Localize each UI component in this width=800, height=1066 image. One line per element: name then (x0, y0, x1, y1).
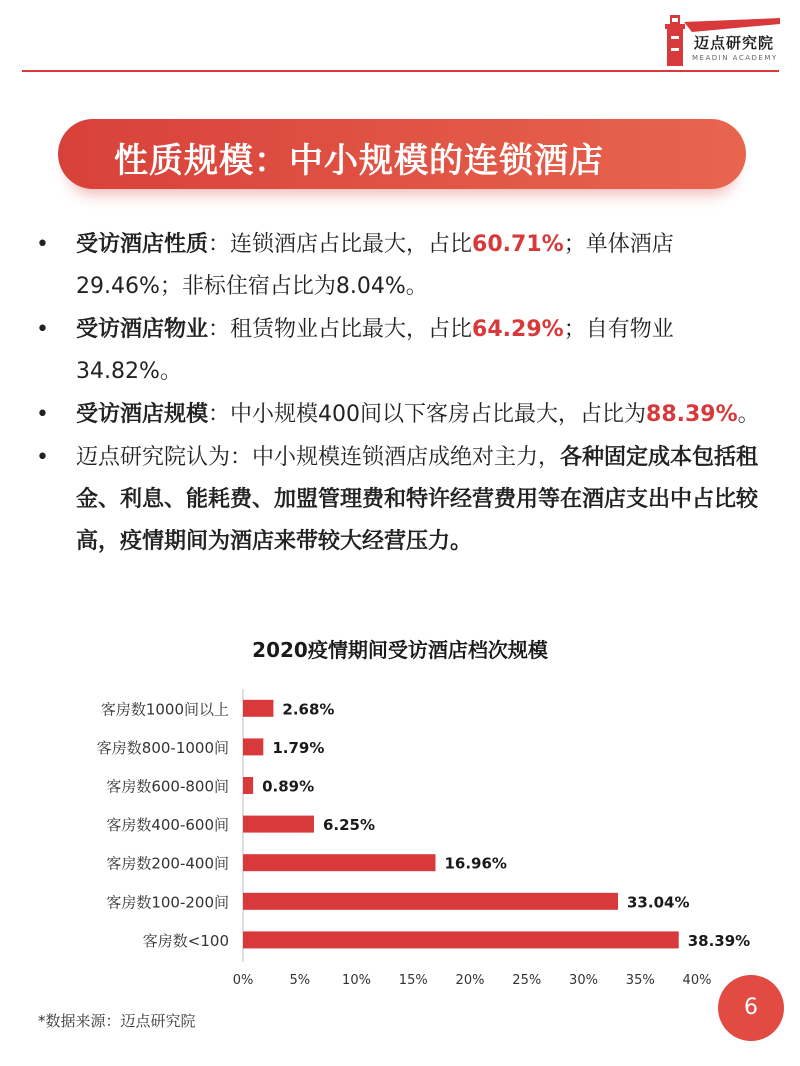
bullet-label: 受访酒店规模 (76, 402, 209, 427)
bullet-text: 租赁物业占比最大，占比 (230, 317, 473, 342)
bullet-highlight: 60.71% (472, 232, 564, 257)
category-label: 客房数400-600间 (106, 816, 229, 835)
data-label: 38.39% (687, 931, 751, 950)
bullet-text: ；单体酒店29.46%；非标住宿占比为8.04%。 (76, 232, 674, 299)
bar (243, 854, 435, 871)
bullet-separator: ： (208, 402, 231, 427)
bullet-bold-text: 各种固定成本包括租金、利息、能耗费、加盟管理费和特许经营费用等在酒店支出中占比较高，疫情期间为酒店来带较大经营压力。 (76, 445, 759, 554)
bullet-text: 连锁酒店占比最大，占比 (230, 232, 473, 257)
bar (243, 893, 618, 910)
x-tick-label: 25% (512, 973, 542, 988)
data-label: 16.96% (444, 854, 507, 873)
data-label: 33.04% (627, 893, 690, 912)
logo-text: 迈点研究院 (694, 34, 775, 52)
bullet-text: 中小规模400间以下客房占比最大，占比为 (230, 402, 647, 427)
page-title: 性质规模：中小规模的连锁酒店 (114, 141, 604, 181)
bullet-separator: ： (208, 232, 231, 257)
bar (243, 700, 273, 717)
x-tick-label: 30% (569, 973, 598, 988)
x-tick-label: 10% (342, 973, 371, 988)
data-label: 2.68% (282, 700, 335, 719)
x-tick-label: 40% (682, 973, 712, 988)
x-tick-label: 5% (289, 973, 311, 988)
bar (243, 738, 263, 755)
bullet-dot: • (36, 232, 49, 257)
data-label: 0.89% (262, 777, 315, 796)
data-label: 1.79% (272, 738, 325, 757)
bullet-highlight: 64.29% (472, 317, 564, 342)
bullet-label: 受访酒店性质 (76, 232, 209, 257)
data-label: 6.25% (322, 816, 375, 835)
x-tick-label: 15% (398, 973, 428, 988)
page-number: 6 (744, 995, 758, 1020)
category-label: 客房数800-1000间 (96, 738, 229, 757)
category-label: 客房数600-800间 (106, 777, 229, 796)
bullet-separator: ： (208, 317, 231, 342)
x-tick-label: 0% (232, 973, 254, 988)
bullet-highlight: 88.39% (646, 402, 738, 427)
bullet-dot: • (36, 402, 49, 427)
bar (243, 931, 679, 948)
category-label: 客房数1000间以上 (100, 700, 229, 719)
category-label: 客房数100-200间 (106, 893, 229, 912)
x-tick-label: 20% (455, 973, 485, 988)
data-source: *数据来源：迈点研究院 (38, 1012, 196, 1030)
bar (243, 777, 253, 794)
bullet-text: 迈点研究院认为：中小规模连锁酒店成绝对主力， (76, 445, 561, 470)
bullet-text: ；自有物业34.82%。 (76, 317, 674, 384)
bullet-dot: • (36, 445, 49, 470)
bar (243, 816, 314, 833)
category-label: 客房数<100 (142, 931, 229, 950)
bullet-text: 。 (737, 402, 760, 427)
bullet-dot: • (36, 317, 49, 342)
bullet-label: 受访酒店物业 (76, 317, 209, 342)
category-label: 客房数200-400间 (106, 854, 229, 873)
logo-subtitle: MEADIN ACADEMY (692, 54, 778, 62)
x-tick-label: 35% (625, 973, 655, 988)
chart-title: 2020疫情期间受访酒店档次规模 (252, 638, 548, 662)
